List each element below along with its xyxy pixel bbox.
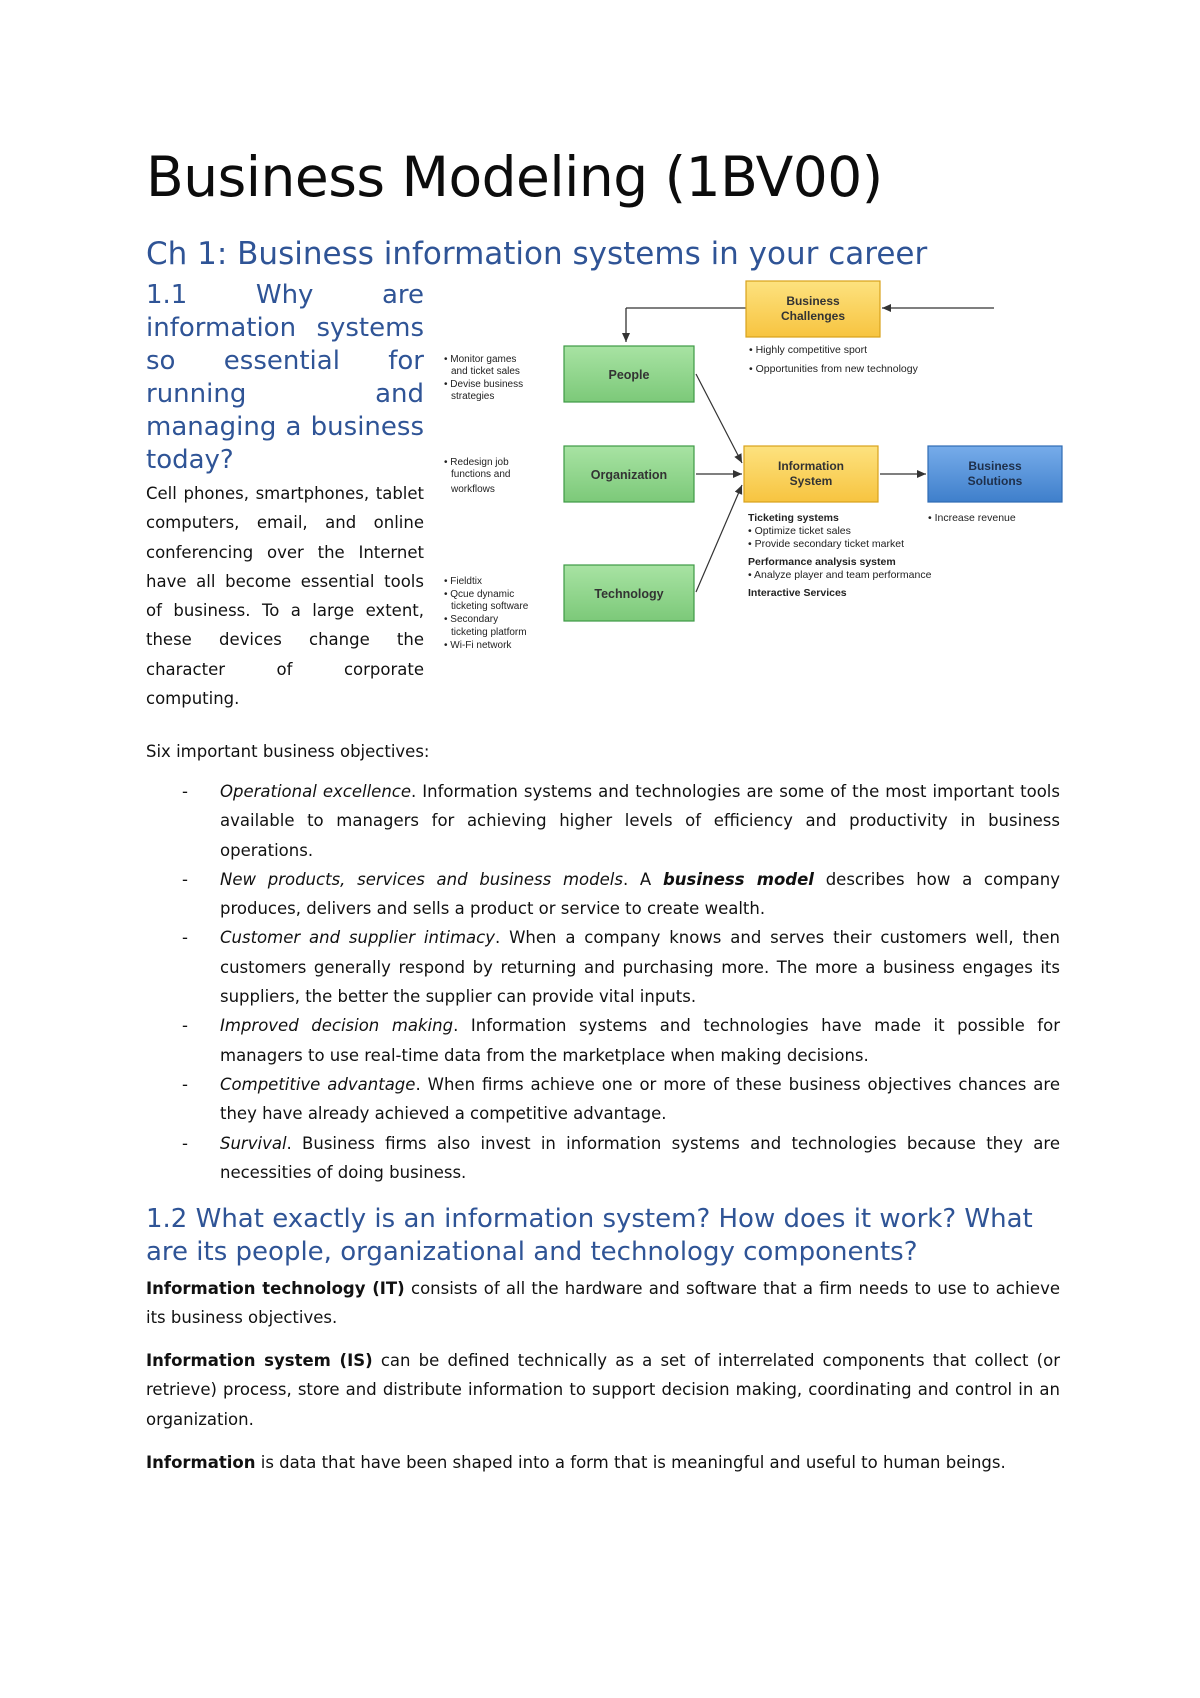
information-system-diagram <box>438 271 1074 663</box>
dash-bullet: - <box>182 869 188 889</box>
objective-text: Information systems and technologies are some of the most important tools available to managers for achieving higher levels of efficiency and productivity in business operations. <box>220 782 1060 860</box>
definition-term: Information system (IS) <box>146 1351 373 1370</box>
business-challenges-line2: Challenges <box>780 309 846 323</box>
tech-note: • Fieldtix <box>444 576 482 587</box>
definition-it <box>146 1274 1060 1333</box>
definition-term: Information technology (IT) <box>146 1279 405 1298</box>
people-to-is-arrow <box>696 374 742 463</box>
section-1-1-heading: 1.1 Why are information systems so essential for running and managing a business today? <box>146 280 424 475</box>
people-note: • Devise business <box>444 379 524 390</box>
objective-text: Information systems and technologies have made it possible for managers to use real-time data from the marketplace when making decisions. <box>220 1016 1060 1065</box>
people-label: People <box>608 368 650 382</box>
people-note: and ticket sales <box>451 366 520 377</box>
business-challenges-box <box>746 281 880 337</box>
org-note: • Redesign job <box>444 457 509 468</box>
definition-information <box>146 1448 1060 1477</box>
objective-term: Customer and supplier intimacy <box>220 928 495 948</box>
objective-item <box>146 923 1060 1011</box>
people-note: • Monitor games <box>444 354 517 365</box>
solutions-note: • Increase revenue <box>928 512 1016 524</box>
business-solutions-line2: Solutions <box>967 474 1023 488</box>
objective-term: New products, services and business models <box>220 869 623 889</box>
tech-note: ticketing software <box>451 601 529 612</box>
objectives-list <box>146 777 1060 1187</box>
information-system-line1: Information <box>778 459 844 473</box>
objective-term: Improved decision making <box>220 1016 454 1036</box>
organization-label: Organization <box>590 468 668 482</box>
ticketing-bullet: • Optimize ticket sales <box>748 525 851 537</box>
dash-bullet: - <box>182 928 188 948</box>
objective-sep: . <box>453 1016 471 1036</box>
objective-item <box>146 1011 1060 1070</box>
objective-item <box>146 777 1060 865</box>
document-title: Business Modeling (1BV00) <box>146 145 883 209</box>
technology-box <box>564 565 694 621</box>
chapter-heading: Ch 1: Business information systems in your career <box>146 236 928 272</box>
tech-to-is-arrow <box>696 485 742 592</box>
dash-bullet: - <box>182 1133 188 1153</box>
objective-text: When firms achieve one or more of these business objectives chances are they have already achieved a competitive advantage. <box>220 1074 1060 1124</box>
objective-item <box>146 865 1060 924</box>
objective-sep: . <box>415 1074 428 1094</box>
challenge-bullet: • Highly competitive sport <box>749 344 868 356</box>
objective-sep: . <box>286 1133 303 1153</box>
objective-text: When a company knows and serves their customers well, then customers generally respond by returning and purchasing more. The more a business engages its suppliers, the better the supplier can provide vital inputs. <box>220 928 1060 1007</box>
organization-box <box>564 446 694 502</box>
objective-term: Operational excellence <box>220 782 411 801</box>
tech-note: ticketing platform <box>451 627 527 638</box>
objective-sep: . <box>411 782 423 801</box>
interactive-services: Interactive Services <box>748 587 847 599</box>
tech-note: • Secondary <box>444 614 499 625</box>
dash-bullet: - <box>182 1016 188 1036</box>
intro-paragraph: Cell phones, smartphones, tablet computers, email, and online conferencing over the Internet have all become essential tools of business. To a large extent, these devices change the character of corporate computing. <box>146 484 424 709</box>
org-note: functions and <box>451 469 511 480</box>
tech-note: • Qcue dynamic <box>444 589 515 600</box>
performance-heading: Performance analysis system <box>748 556 896 568</box>
objective-item <box>146 1070 1060 1129</box>
ticketing-bullet: • Provide secondary ticket market <box>748 538 904 550</box>
performance-bullet: • Analyze player and team performance <box>748 569 932 581</box>
definition-text: is data that have been shaped into a form that is meaningful and useful to human beings. <box>255 1453 1006 1472</box>
section-1-2-heading: 1.2 What exactly is an information system? How does it work? What are its people, organizational and technology components? <box>146 1204 1033 1267</box>
definition-term: Information <box>146 1453 256 1472</box>
business-solutions-line1: Business <box>968 459 1022 473</box>
objective-term: Competitive advantage <box>220 1074 416 1094</box>
definition-is <box>146 1346 1060 1434</box>
dash-bullet: - <box>182 782 188 801</box>
definition-text: can be defined technically as a set of interrelated components that collect (or retrieve) process, store and distribute information to support decision making, coordinating and control in an organization. <box>146 1351 1060 1429</box>
objectives-intro: Six important business objectives: <box>146 742 430 761</box>
challenge-bullet: • Opportunities from new technology <box>749 363 918 375</box>
people-note: strategies <box>451 391 495 402</box>
objective-bold-term: business model <box>662 869 814 889</box>
tech-note: • Wi-Fi network <box>444 640 512 651</box>
dash-bullet: - <box>182 1074 188 1094</box>
objective-sep: . A <box>622 869 663 889</box>
objective-text: Business firms also invest in information systems and technologies because they are necessities of doing business. <box>220 1133 1060 1182</box>
org-note: workflows <box>451 484 495 495</box>
objective-sep: . <box>494 928 510 948</box>
ticketing-heading: Ticketing systems <box>748 512 839 524</box>
objective-text: describes how a company produces, delivers and sells a product or service to create wealth. <box>220 869 1060 919</box>
business-solutions-box <box>928 446 1062 502</box>
definition-text: consists of all the hardware and software that a firm needs to use to achieve its business objectives. <box>146 1279 1060 1328</box>
information-system-box <box>744 446 878 502</box>
people-box <box>564 346 694 402</box>
business-challenges-line1: Business <box>786 294 840 308</box>
objective-term: Survival <box>220 1133 287 1153</box>
information-system-line2: System <box>789 474 833 488</box>
technology-label: Technology <box>594 587 664 601</box>
objective-item <box>146 1129 1060 1188</box>
